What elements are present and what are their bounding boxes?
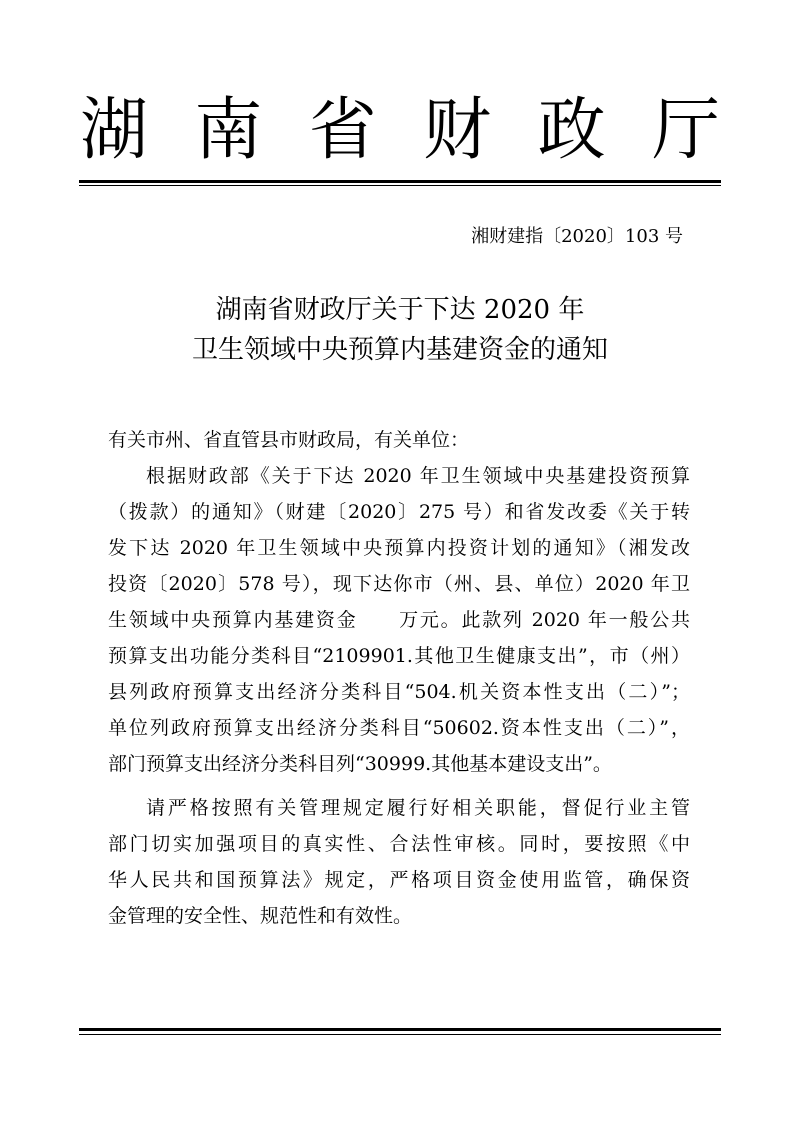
paragraph-line: 发下达 2020 年卫生领域中央预算内投资计划的通知》（湘发改 — [108, 537, 690, 559]
agency-header-char: 省 — [308, 91, 377, 170]
salutation: 有关市州、省直管县市财政局，有关单位： — [108, 429, 470, 451]
paragraph-line: （拨款）的通知》（财建〔2020〕275 号）和省发改委《关于转 — [108, 501, 690, 523]
footer-divider-thin — [79, 1034, 721, 1035]
agency-header-char: 湖 — [80, 91, 149, 170]
paragraph-line: 投资〔2020〕578 号），现下达你市（州、县、单位）2020 年卫 — [108, 573, 690, 595]
header-divider-thick — [79, 180, 721, 183]
paragraph-1 — [108, 458, 690, 782]
paragraph-line: 生领域中央预算内基建资金 万元。此款列 2020 年一般公共 — [108, 609, 690, 631]
document-title-line-2: 卫生领域中央预算内基建资金的通知 — [191, 335, 608, 365]
paragraph-2 — [108, 790, 690, 934]
paragraph-line: 请严格按照有关管理规定履行好相关职能，督促行业主管 — [146, 797, 690, 819]
agency-header-char: 政 — [537, 91, 606, 170]
document-title-line-1: 湖南省财政厅关于下达 2020 年 — [215, 295, 585, 325]
agency-header-char: 财 — [423, 91, 492, 170]
document-number: 湘财建指〔2020〕103 号 — [471, 226, 683, 247]
paragraph-line: 华人民共和国预算法》规定，严格项目资金使用监管，确保资 — [108, 869, 690, 891]
paragraph-line: 部门切实加强项目的真实性、合法性审核。同时，要按照《中 — [108, 833, 690, 855]
paragraph-spacer — [108, 782, 690, 790]
header-divider-thin — [79, 185, 721, 186]
paragraph-line: 根据财政部《关于下达 2020 年卫生领域中央基建投资预算 — [146, 465, 690, 487]
paragraph-line: 县列政府预算支出经济分类科目“504.机关资本性支出（二）”； — [108, 681, 690, 703]
agency-header-title — [80, 88, 720, 174]
agency-header-char: 南 — [194, 91, 263, 170]
document-title — [80, 290, 720, 370]
paragraph-line: 部门预算支出经济分类科目列“30999.其他基本建设支出”。 — [108, 753, 612, 775]
paragraph-line: 预算支出功能分类科目“2109901.其他卫生健康支出”，市（州） — [108, 645, 690, 667]
document-body — [108, 422, 690, 934]
agency-header-char: 厅 — [651, 91, 720, 170]
paragraph-line: 单位列政府预算支出经济分类科目“50602.资本性支出（二）”， — [108, 717, 690, 739]
footer-divider-thick — [79, 1028, 721, 1031]
paragraph-line: 金管理的安全性、规范性和有效性。 — [108, 905, 413, 927]
